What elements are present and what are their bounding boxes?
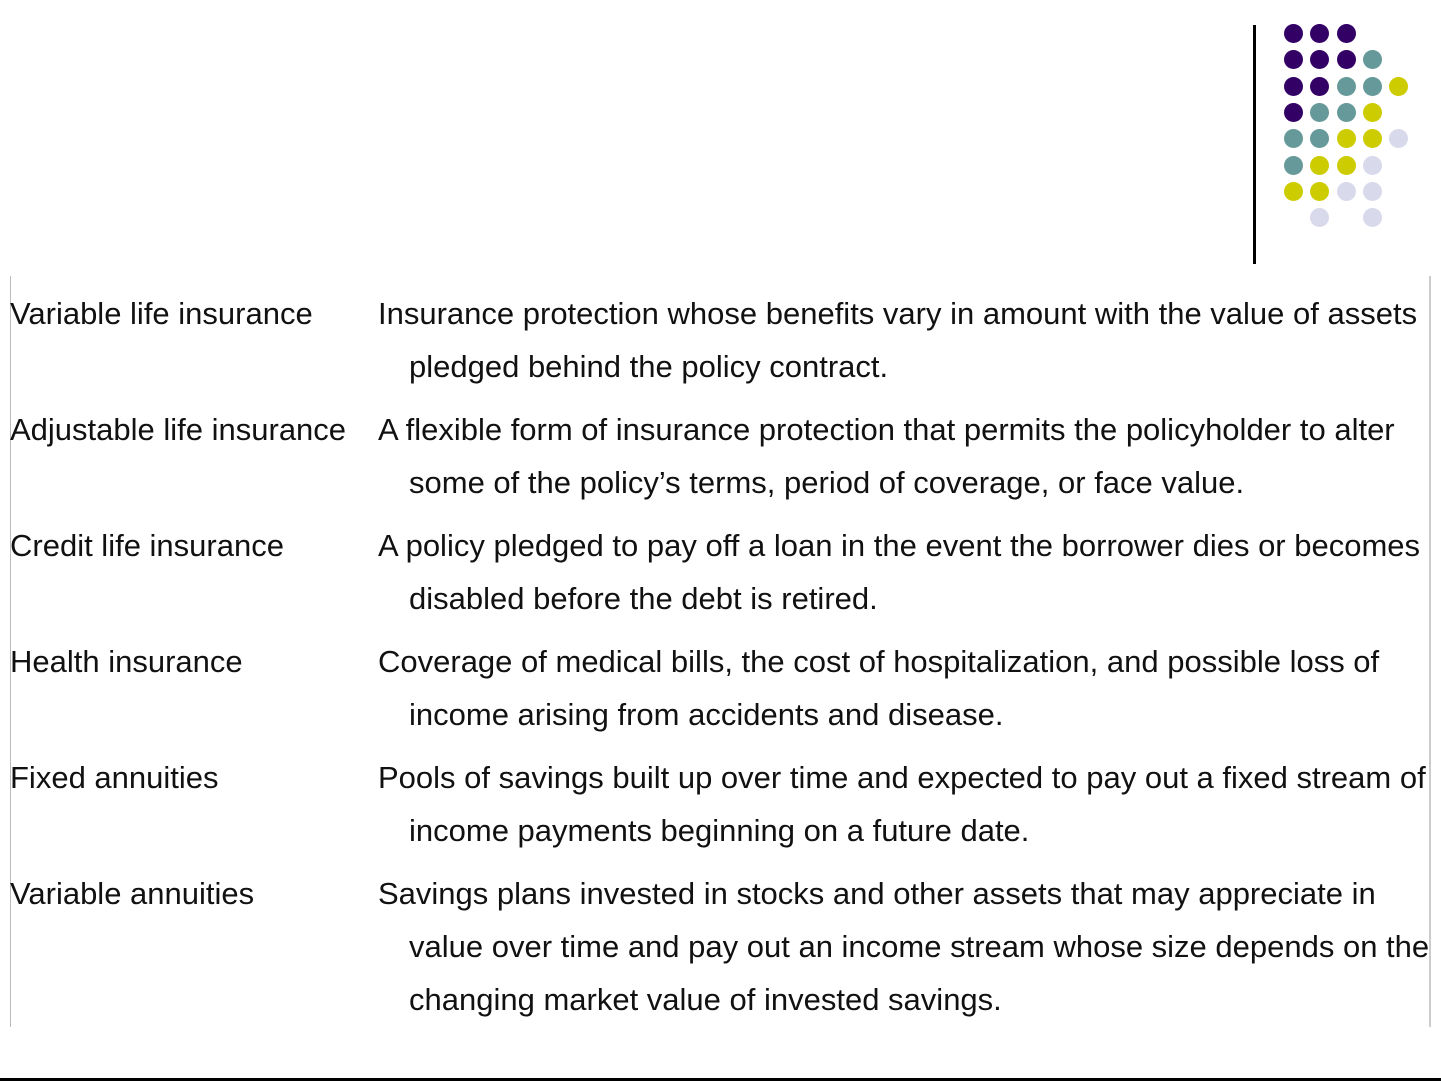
decorative-dot — [1310, 129, 1329, 148]
decorative-dot — [1363, 182, 1382, 201]
decorative-dot — [1389, 129, 1408, 148]
term: Fixed annuities — [10, 760, 219, 795]
decorative-dot — [1284, 156, 1303, 175]
decorative-dot — [1363, 208, 1382, 227]
term: Variable life insurance — [10, 296, 313, 331]
decorative-dot — [1284, 77, 1303, 96]
decorative-dot — [1337, 103, 1356, 122]
decorative-dot — [1284, 182, 1303, 201]
decorative-dot — [1363, 50, 1382, 69]
term: Variable annuities — [10, 876, 255, 911]
definition: A flexible form of insurance protection that permits the policyholder to alter some of the policy’s terms, period of coverage, or face value. — [378, 412, 1395, 500]
decorative-dot — [1337, 156, 1356, 175]
decorative-dot — [1310, 77, 1329, 96]
decorative-dot — [1363, 103, 1382, 122]
decorative-dot — [1284, 24, 1303, 43]
definition: Insurance protection whose benefits vary in amount with the value of assets pledged behind the policy contract. — [378, 296, 1418, 384]
decorative-dot — [1363, 77, 1382, 96]
decorative-dot — [1310, 182, 1329, 201]
term: Credit life insurance — [10, 528, 284, 563]
decorative-dot — [1337, 50, 1356, 69]
decorative-divider — [1253, 25, 1256, 264]
decorative-dot — [1310, 156, 1329, 175]
term: Health insurance — [10, 644, 243, 679]
definition: Savings plans invested in stocks and other assets that may appreciate in value over time and pay out an income stream whose size depends on the changing market value of invested savings. — [378, 876, 1430, 1017]
definition: Pools of savings built up over time and expected to pay out a fixed stream of income payments beginning on a future date. — [378, 760, 1426, 848]
decorative-dot — [1310, 103, 1329, 122]
definition: Coverage of medical bills, the cost of hospitalization, and possible loss of income arising from accidents and disease. — [378, 644, 1380, 732]
decorative-dot — [1310, 208, 1329, 227]
decorative-dot — [1337, 77, 1356, 96]
term: Adjustable life insurance — [10, 412, 347, 447]
decorative-dot — [1337, 182, 1356, 201]
decorative-dot — [1363, 129, 1382, 148]
decorative-dot — [1310, 24, 1329, 43]
decorative-dot — [1284, 129, 1303, 148]
decorative-dot — [1337, 24, 1356, 43]
decorative-dot — [1363, 156, 1382, 175]
definition: A policy pledged to pay off a loan in the event the borrower dies or becomes disabled before the debt is retired. — [378, 528, 1421, 616]
decorative-dot — [1389, 77, 1408, 96]
decorative-dot — [1284, 103, 1303, 122]
decorative-dot — [1284, 50, 1303, 69]
decorative-dot — [1310, 50, 1329, 69]
decorative-dot — [1337, 129, 1356, 148]
